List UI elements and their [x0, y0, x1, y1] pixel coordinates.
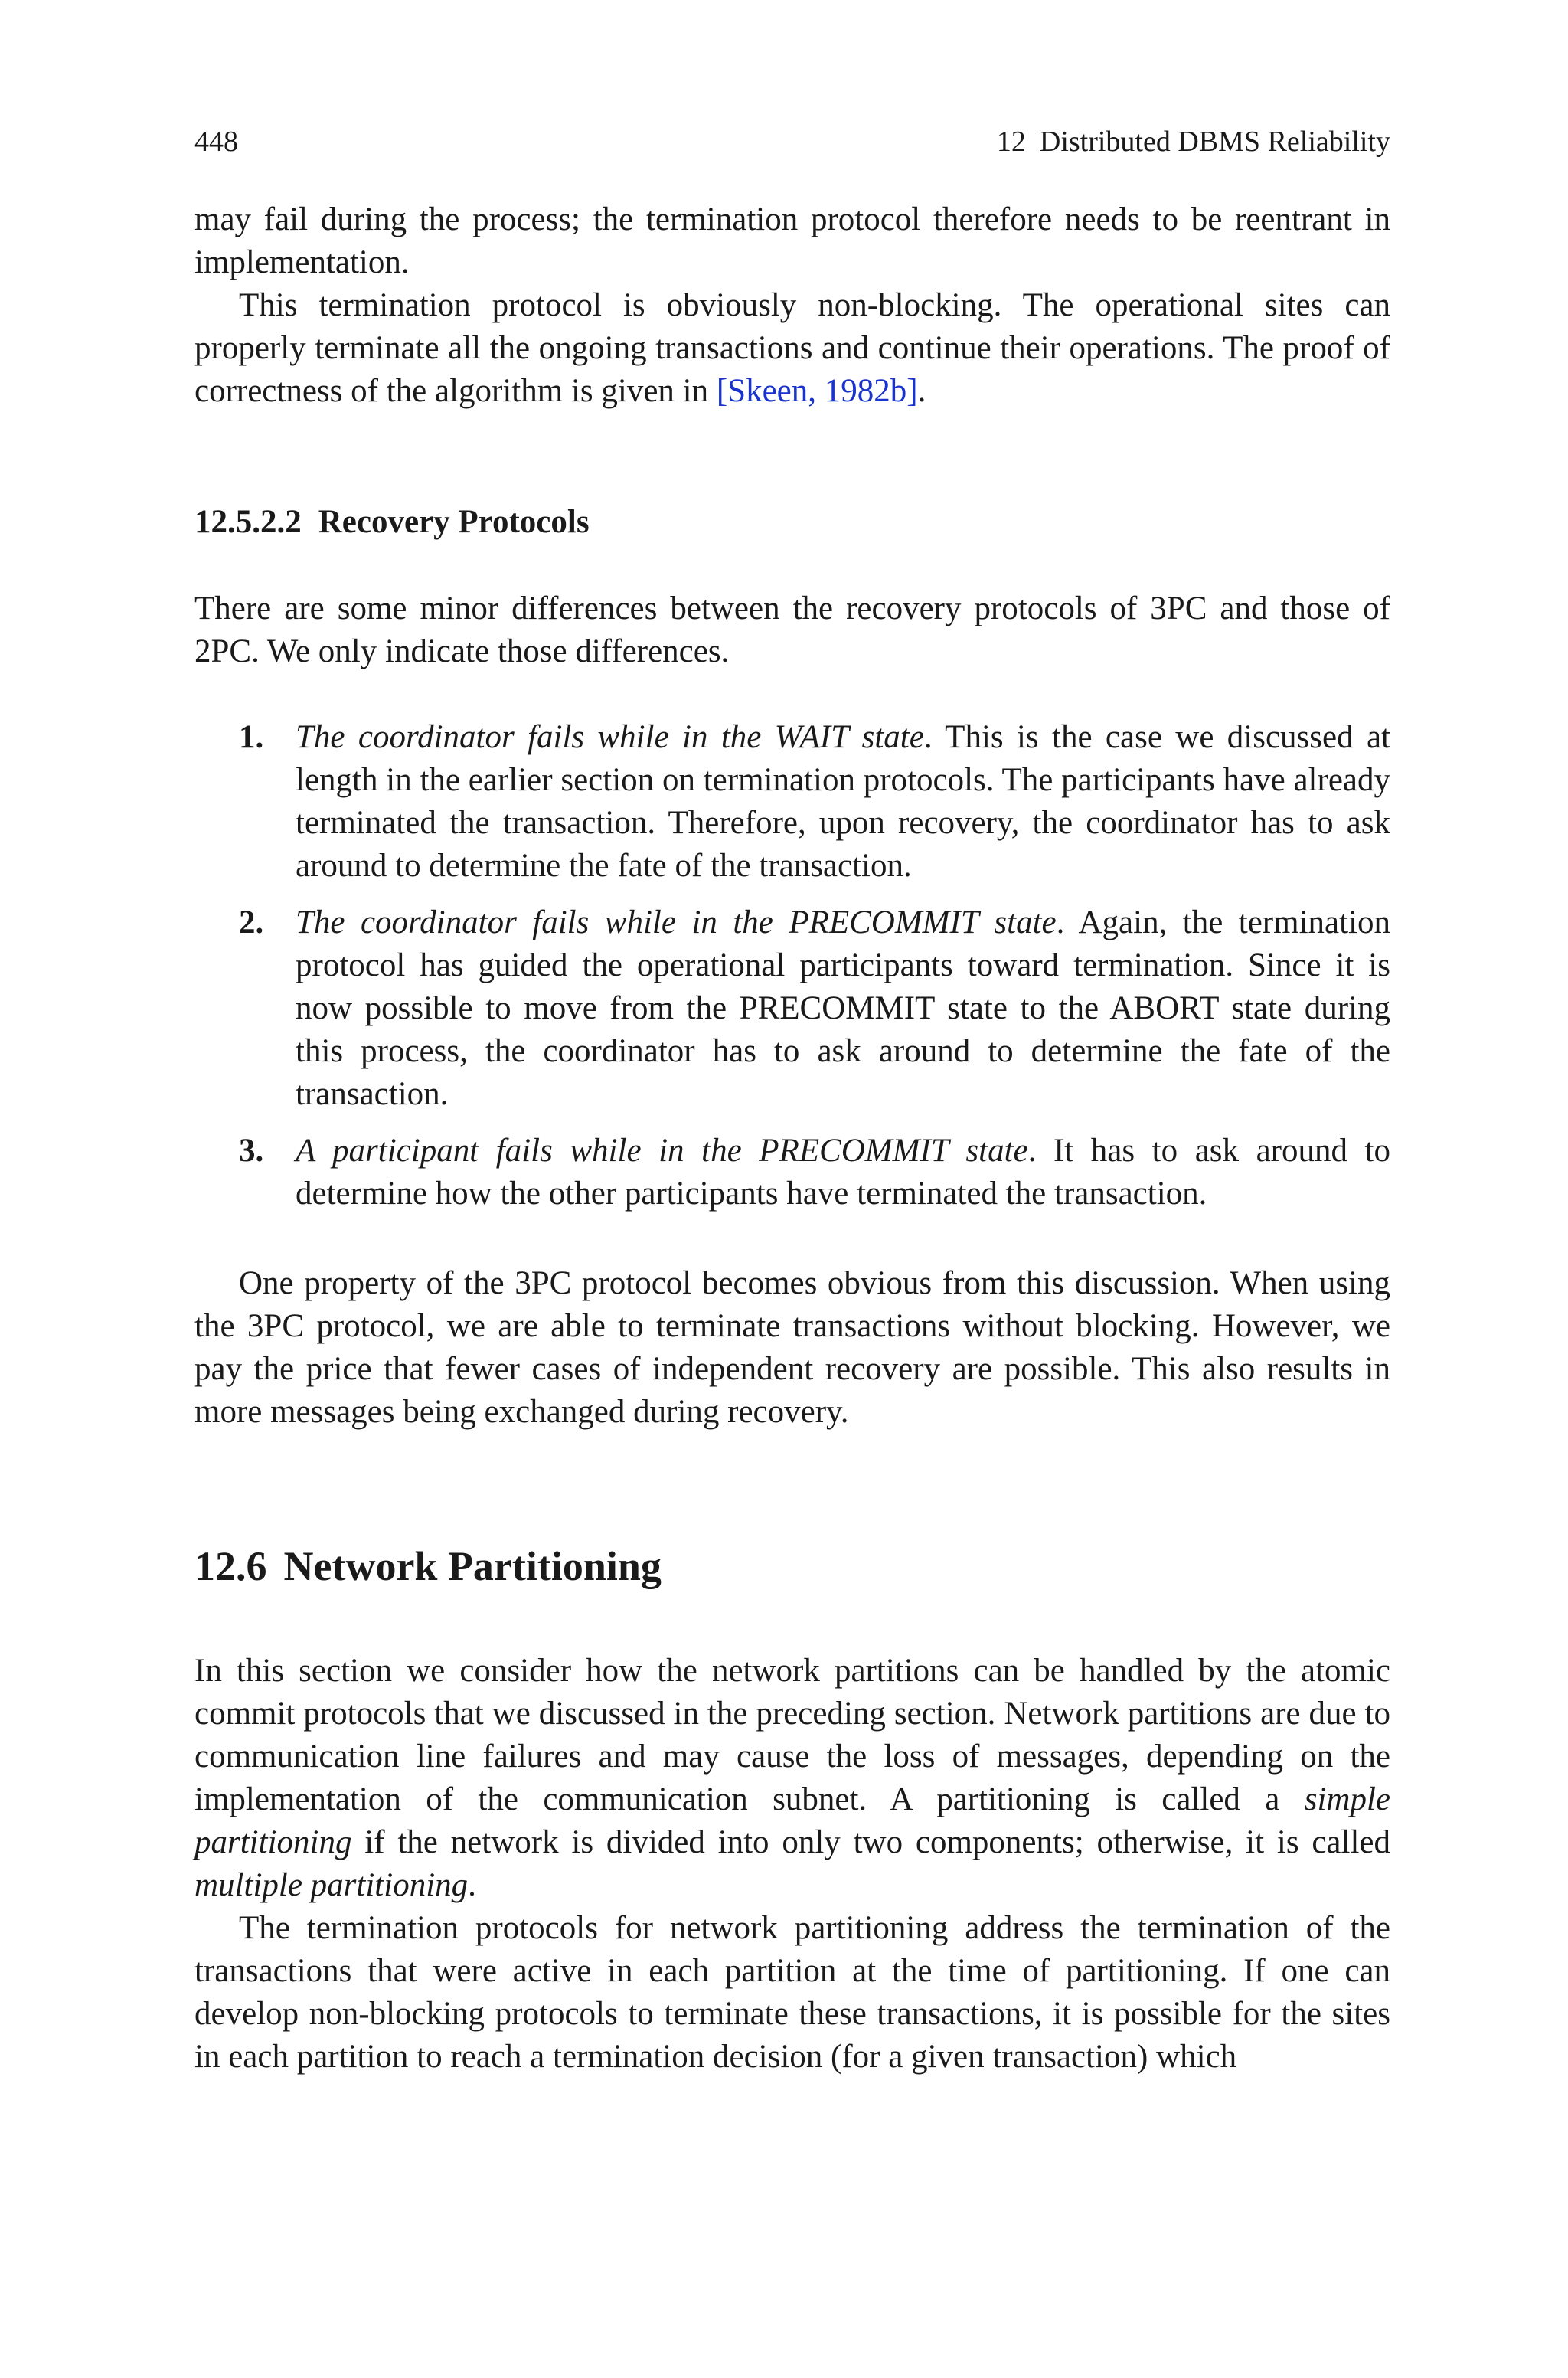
- list-item: [194, 716, 1390, 888]
- term-multiple-partitioning: multiple partitioning: [194, 1867, 469, 1903]
- list-item-text: . This is the case we discussed at length in the earlier section on termination protocols. The participants have already terminated the transaction. Therefore, upon recovery, the coordinator has to ask around to determine the fate of the transaction.: [296, 719, 1390, 884]
- list-item-text: . Again, the termination protocol has guided the operational participants toward termination. Since it is now possible to move from the PRECOMMIT state to the ABORT state during this process, the coordinator has to ask around to determine the fate of the transaction.: [296, 904, 1390, 1112]
- list-item-emphasis: The coordinator fails while in the WAIT state: [296, 719, 924, 755]
- paragraph-4-block: [194, 1262, 1390, 1434]
- paragraph-5-text-1: In this section we consider how the network partitions can be handled by the atomic commit protocols that we discussed in the preceding section. Network partitions are due to communication line failures and may cause the loss of messages, depending on the implementation of the communication subnet. A partitioning is called a: [194, 1653, 1390, 1817]
- section-number: 12.6: [194, 1543, 267, 1589]
- running-head: [194, 123, 1390, 161]
- paragraph-1-text: may fail during the process; the termination protocol therefore needs to be reentrant in implementation.: [194, 201, 1390, 280]
- chapter-title-text: Distributed DBMS Reliability: [1039, 126, 1390, 158]
- paragraph-1: [194, 198, 1390, 284]
- subsection-title: Recovery Protocols: [318, 504, 590, 540]
- section-heading: [194, 1541, 662, 1591]
- chapter-number: 12: [996, 126, 1026, 158]
- paragraph-5-text-2: if the network is divided into only two components; otherwise, it is called: [351, 1824, 1390, 1860]
- paragraph-5-text-3: .: [468, 1867, 476, 1903]
- page-number: 448: [194, 126, 238, 158]
- paragraph-6: The termination protocols for network partitioning address the termination of the transactions that were active in each partition at the time of partitioning. If one can develop non-blocking protocols to terminate these transactions, it is possible for the sites in each partition to reach a termination decision (for a given transaction) which: [194, 1910, 1390, 2075]
- list-item-number: 3.: [239, 1133, 264, 1169]
- list-item: [194, 901, 1390, 1116]
- list-item: [194, 1130, 1390, 1215]
- paragraph-2-text: This termination protocol is obviously non-blocking. The operational sites can properly terminate all the ongoing transactions and continue their operations. The proof of correctness of the algorithm is given in: [194, 287, 1390, 409]
- list-item-emphasis: A participant fails while in the PRECOMMIT state: [296, 1133, 1028, 1169]
- section-title: Network Partitioning: [283, 1543, 662, 1589]
- term-simple-partitioning: simple partitioning: [194, 1781, 1390, 1860]
- paragraph-5: [194, 1650, 1390, 1907]
- chapter-title: [997, 123, 1390, 161]
- list-item-number: 1.: [239, 719, 264, 755]
- paragraph-2-end: .: [917, 373, 926, 409]
- paragraph-continuation: [194, 198, 1390, 413]
- paragraph-3-block: [194, 587, 1390, 673]
- numbered-list: [194, 716, 1390, 1229]
- list-item-emphasis: The coordinator fails while in the PRECOMMIT state: [296, 904, 1057, 940]
- citation-link[interactable]: [Skeen, 1982b]: [716, 373, 918, 409]
- subsection-number: 12.5.2.2: [194, 504, 302, 540]
- list-item-number: 2.: [239, 904, 264, 940]
- list-item-text: . It has to ask around to determine how the other participants have terminated the transaction.: [296, 1133, 1391, 1212]
- section-body: [194, 1650, 1390, 2079]
- paragraph-4: One property of the 3PC protocol becomes obvious from this discussion. When using the 3PC protocol, we are able to terminate transactions without blocking. However, we pay the price that fewer cases of independent recovery are possible. This also results in more messages being exchanged during recovery.: [194, 1265, 1390, 1430]
- subsection-heading: [194, 501, 590, 544]
- paragraph-2: [194, 284, 1390, 413]
- paragraph-3: There are some minor differences between the recovery protocols of 3PC and those of 2PC. We only indicate those differences.: [194, 590, 1390, 669]
